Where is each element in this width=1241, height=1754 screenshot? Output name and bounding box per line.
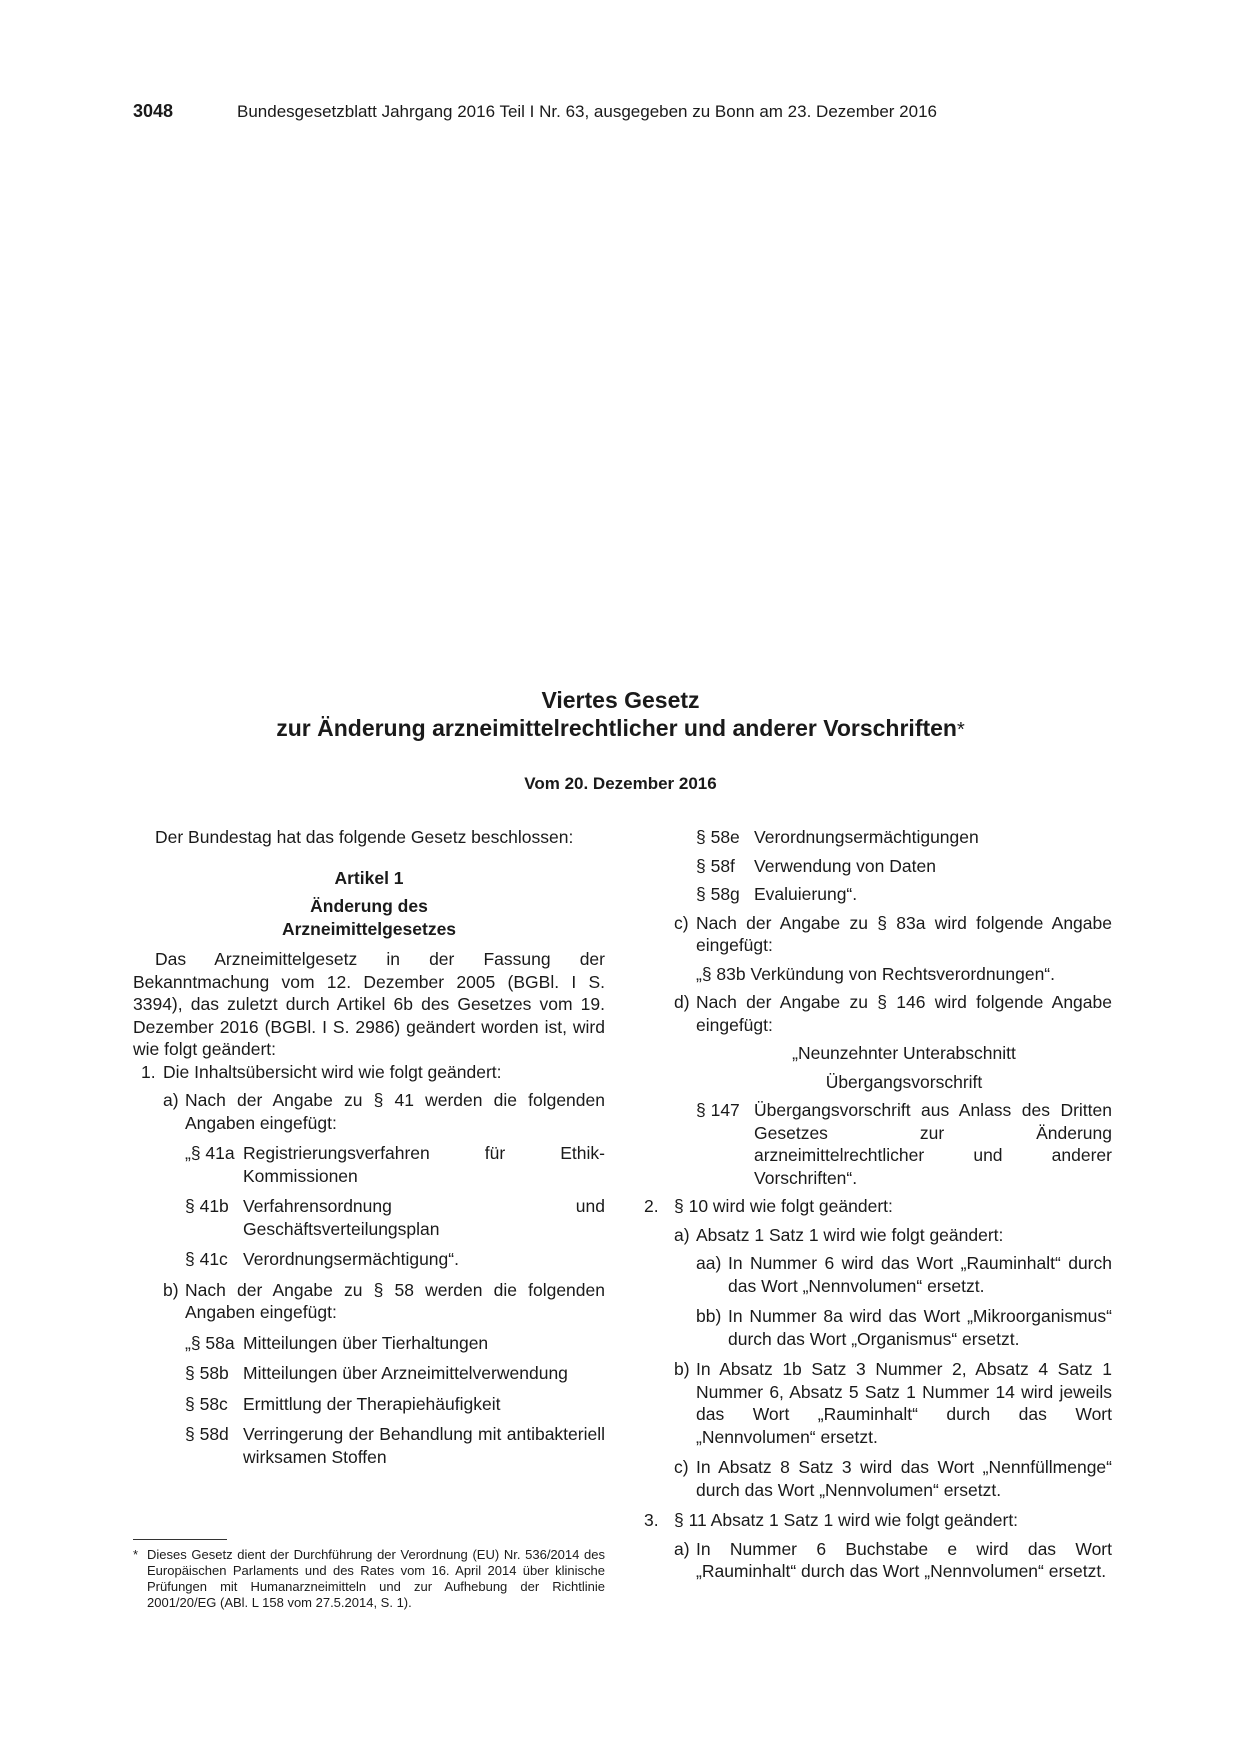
section-title: Verwendung von Daten bbox=[754, 855, 936, 876]
subsection-heading: „Neunzehnter Unterabschnitt bbox=[792, 1043, 1016, 1063]
entry-row bbox=[133, 1195, 605, 1240]
section-title: Evaluierung“. bbox=[754, 884, 858, 904]
item-text: Nach der Angabe zu § 146 wird folgende Angabe eingefügt: bbox=[696, 992, 1112, 1035]
law-title-line-1: Viertes Gesetz bbox=[541, 687, 700, 713]
item-letter: bb) bbox=[696, 1306, 722, 1326]
list-item bbox=[644, 1538, 1112, 1583]
entry-row bbox=[133, 1142, 605, 1187]
section-number: „§ 41a bbox=[185, 1143, 235, 1163]
item-letter: c) bbox=[674, 1457, 689, 1477]
item-letter: a) bbox=[674, 1538, 690, 1559]
item-text: In Absatz 8 Satz 3 wird das Wort „Nennfüllmenge“ durch das Wort „Nennvolumen“ ersetzt. bbox=[696, 1457, 1112, 1500]
left-column bbox=[133, 826, 605, 1468]
list-item bbox=[644, 991, 1112, 1036]
list-item bbox=[644, 912, 1112, 957]
right-column bbox=[644, 826, 1112, 1583]
law-title-text: zur Änderung arzneimittelrechtlicher und anderer Vorschriften bbox=[276, 715, 957, 741]
section-number: § 58e bbox=[696, 827, 740, 847]
section-number: § 58f bbox=[696, 855, 735, 876]
list-item bbox=[644, 1224, 1112, 1247]
list-item bbox=[133, 1061, 605, 1084]
entry-row bbox=[133, 1393, 605, 1416]
entry-row bbox=[644, 963, 1112, 986]
item-letter: a) bbox=[674, 1224, 690, 1245]
footnote-marker: * bbox=[956, 719, 965, 741]
item-letter: c) bbox=[674, 912, 689, 933]
list-item bbox=[644, 1252, 1112, 1297]
law-title-line-2 bbox=[0, 714, 1241, 744]
section-number: § 41b bbox=[185, 1196, 229, 1216]
section-number: § 58b bbox=[185, 1363, 229, 1383]
section-number: „§ 58a bbox=[185, 1332, 235, 1353]
footnote-marker: * bbox=[133, 1547, 139, 1562]
list-item bbox=[133, 1279, 605, 1324]
footnote-text: Dieses Gesetz dient der Durchführung der Verordnung (EU) Nr. 536/2014 des Europäischen Parlaments und des Rates vom 16. April 2014 über klinische Prüfungen mit Humanarzneimitteln und zur Aufhebung der Richtlinie 2001/20/EG (ABl. L 158 vom 27.5.2014, S. 1). bbox=[147, 1547, 605, 1610]
item-text: Nach der Angabe zu § 83a wird folgende Angabe eingefügt: bbox=[696, 912, 1112, 955]
section-title: Verfahrensordnung und Geschäftsverteilungsplan bbox=[243, 1196, 605, 1239]
article-title-line-1: Änderung des bbox=[310, 896, 428, 916]
section-number: § 58d bbox=[185, 1424, 229, 1444]
item-text: In Nummer 6 wird das Wort „Rauminhalt“ durch das Wort „Nennvolumen“ ersetzt. bbox=[728, 1253, 1112, 1296]
item-text: Absatz 1 Satz 1 wird wie folgt geändert: bbox=[696, 1224, 1004, 1245]
item-text: In Absatz 1b Satz 3 Nummer 2, Absatz 4 Satz 1 Nummer 6, Absatz 5 Satz 1 Nummer 14 wird jeweils das Wort „Rauminhalt“ durch das Wort „Nennvolumen“ ersetzt. bbox=[696, 1359, 1112, 1447]
section-number: § 58c bbox=[185, 1393, 228, 1414]
item-letter: a) bbox=[163, 1090, 179, 1110]
section-title: Mitteilungen über Arzneimittelverwendung bbox=[243, 1363, 568, 1383]
section-title: Mitteilungen über Tierhaltungen bbox=[243, 1332, 489, 1353]
section-number: § 58g bbox=[696, 884, 740, 904]
page-number: 3048 bbox=[133, 101, 174, 121]
list-item bbox=[133, 1089, 605, 1134]
section-title: Übergangsvorschrift aus Anlass des Dritten Gesetzes zur Änderung arzneimittelrechtlicher und anderer Vorschriften“. bbox=[754, 1100, 1112, 1188]
item-text: § 11 Absatz 1 Satz 1 wird wie folgt geändert: bbox=[674, 1510, 1019, 1530]
list-item bbox=[644, 1456, 1112, 1501]
section-title: Verordnungsermächtigungen bbox=[754, 827, 979, 847]
entry-row bbox=[133, 1362, 605, 1385]
list-item bbox=[644, 1509, 1112, 1532]
item-text: Die Inhaltsübersicht wird wie folgt geändert: bbox=[163, 1061, 502, 1082]
item-letter: b) bbox=[674, 1359, 690, 1379]
item-text: In Nummer 6 Buchstabe e wird das Wort „Rauminhalt“ durch das Wort „Nennvolumen“ ersetzt. bbox=[696, 1538, 1112, 1581]
item-number: 1. bbox=[141, 1061, 156, 1082]
article-heading: Artikel 1 bbox=[334, 867, 404, 888]
entry-row bbox=[133, 1248, 605, 1271]
subsection-heading: Übergangsvorschrift bbox=[825, 1071, 983, 1092]
running-title: Bundesgesetzblatt Jahrgang 2016 Teil I Nr. 63, ausgegeben zu Bonn am 23. Dezember 2016 bbox=[237, 102, 937, 121]
section-title: Ermittlung der Therapiehäufigkeit bbox=[243, 1393, 501, 1414]
item-text: § 10 wird wie folgt geändert: bbox=[674, 1196, 893, 1216]
section-title: Registrierungsverfahren für Ethik-Kommissionen bbox=[243, 1143, 605, 1186]
list-item bbox=[644, 1358, 1112, 1448]
section-title: Verringerung der Behandlung mit antibakteriell wirksamen Stoffen bbox=[243, 1424, 605, 1467]
section-number: § 147 bbox=[696, 1100, 740, 1120]
section-title: Verordnungsermächtigung“. bbox=[243, 1249, 459, 1269]
law-title-block bbox=[0, 686, 1241, 794]
running-header bbox=[133, 100, 937, 123]
item-number: 3. bbox=[644, 1510, 659, 1530]
law-date: Vom 20. Dezember 2016 bbox=[524, 774, 717, 793]
section-entry: „§ 83b Verkündung von Rechtsverordnungen“. bbox=[696, 963, 1055, 984]
item-text: Nach der Angabe zu § 41 werden die folgenden Angaben eingefügt: bbox=[185, 1090, 605, 1133]
entry-row bbox=[644, 855, 1112, 878]
entry-row bbox=[133, 1332, 605, 1355]
intro-paragraph: Der Bundestag hat das folgende Gesetz beschlossen: bbox=[155, 827, 574, 847]
article-title-line-2: Arzneimittelgesetzes bbox=[281, 918, 457, 939]
item-text: In Nummer 8a wird das Wort „Mikroorganismus“ durch das Wort „Organismus“ ersetzt. bbox=[728, 1306, 1112, 1349]
item-text: Nach der Angabe zu § 58 werden die folgenden Angaben eingefügt: bbox=[185, 1279, 605, 1322]
entry-row bbox=[644, 826, 1112, 849]
list-item bbox=[644, 1305, 1112, 1350]
section-number: § 41c bbox=[185, 1249, 228, 1269]
preamble-paragraph: Das Arzneimittelgesetz in der Fassung der Bekanntmachung vom 12. Dezember 2005 (BGBl. I S. 3394), das zuletzt durch Artikel 6b des Gesetzes vom 19. Dezember 2016 (BGBl. I S. 2986) geändert worden ist, wird wie folgt geändert: bbox=[133, 949, 605, 1059]
item-number: 2. bbox=[644, 1196, 659, 1216]
item-letter: b) bbox=[163, 1279, 179, 1300]
item-letter: aa) bbox=[696, 1253, 722, 1273]
list-item bbox=[644, 1195, 1112, 1218]
item-letter: d) bbox=[674, 992, 690, 1012]
footnote bbox=[133, 1547, 605, 1611]
footnote-divider bbox=[133, 1539, 227, 1540]
entry-row bbox=[133, 1423, 605, 1468]
entry-row bbox=[644, 883, 1112, 906]
entry-row bbox=[644, 1099, 1112, 1189]
